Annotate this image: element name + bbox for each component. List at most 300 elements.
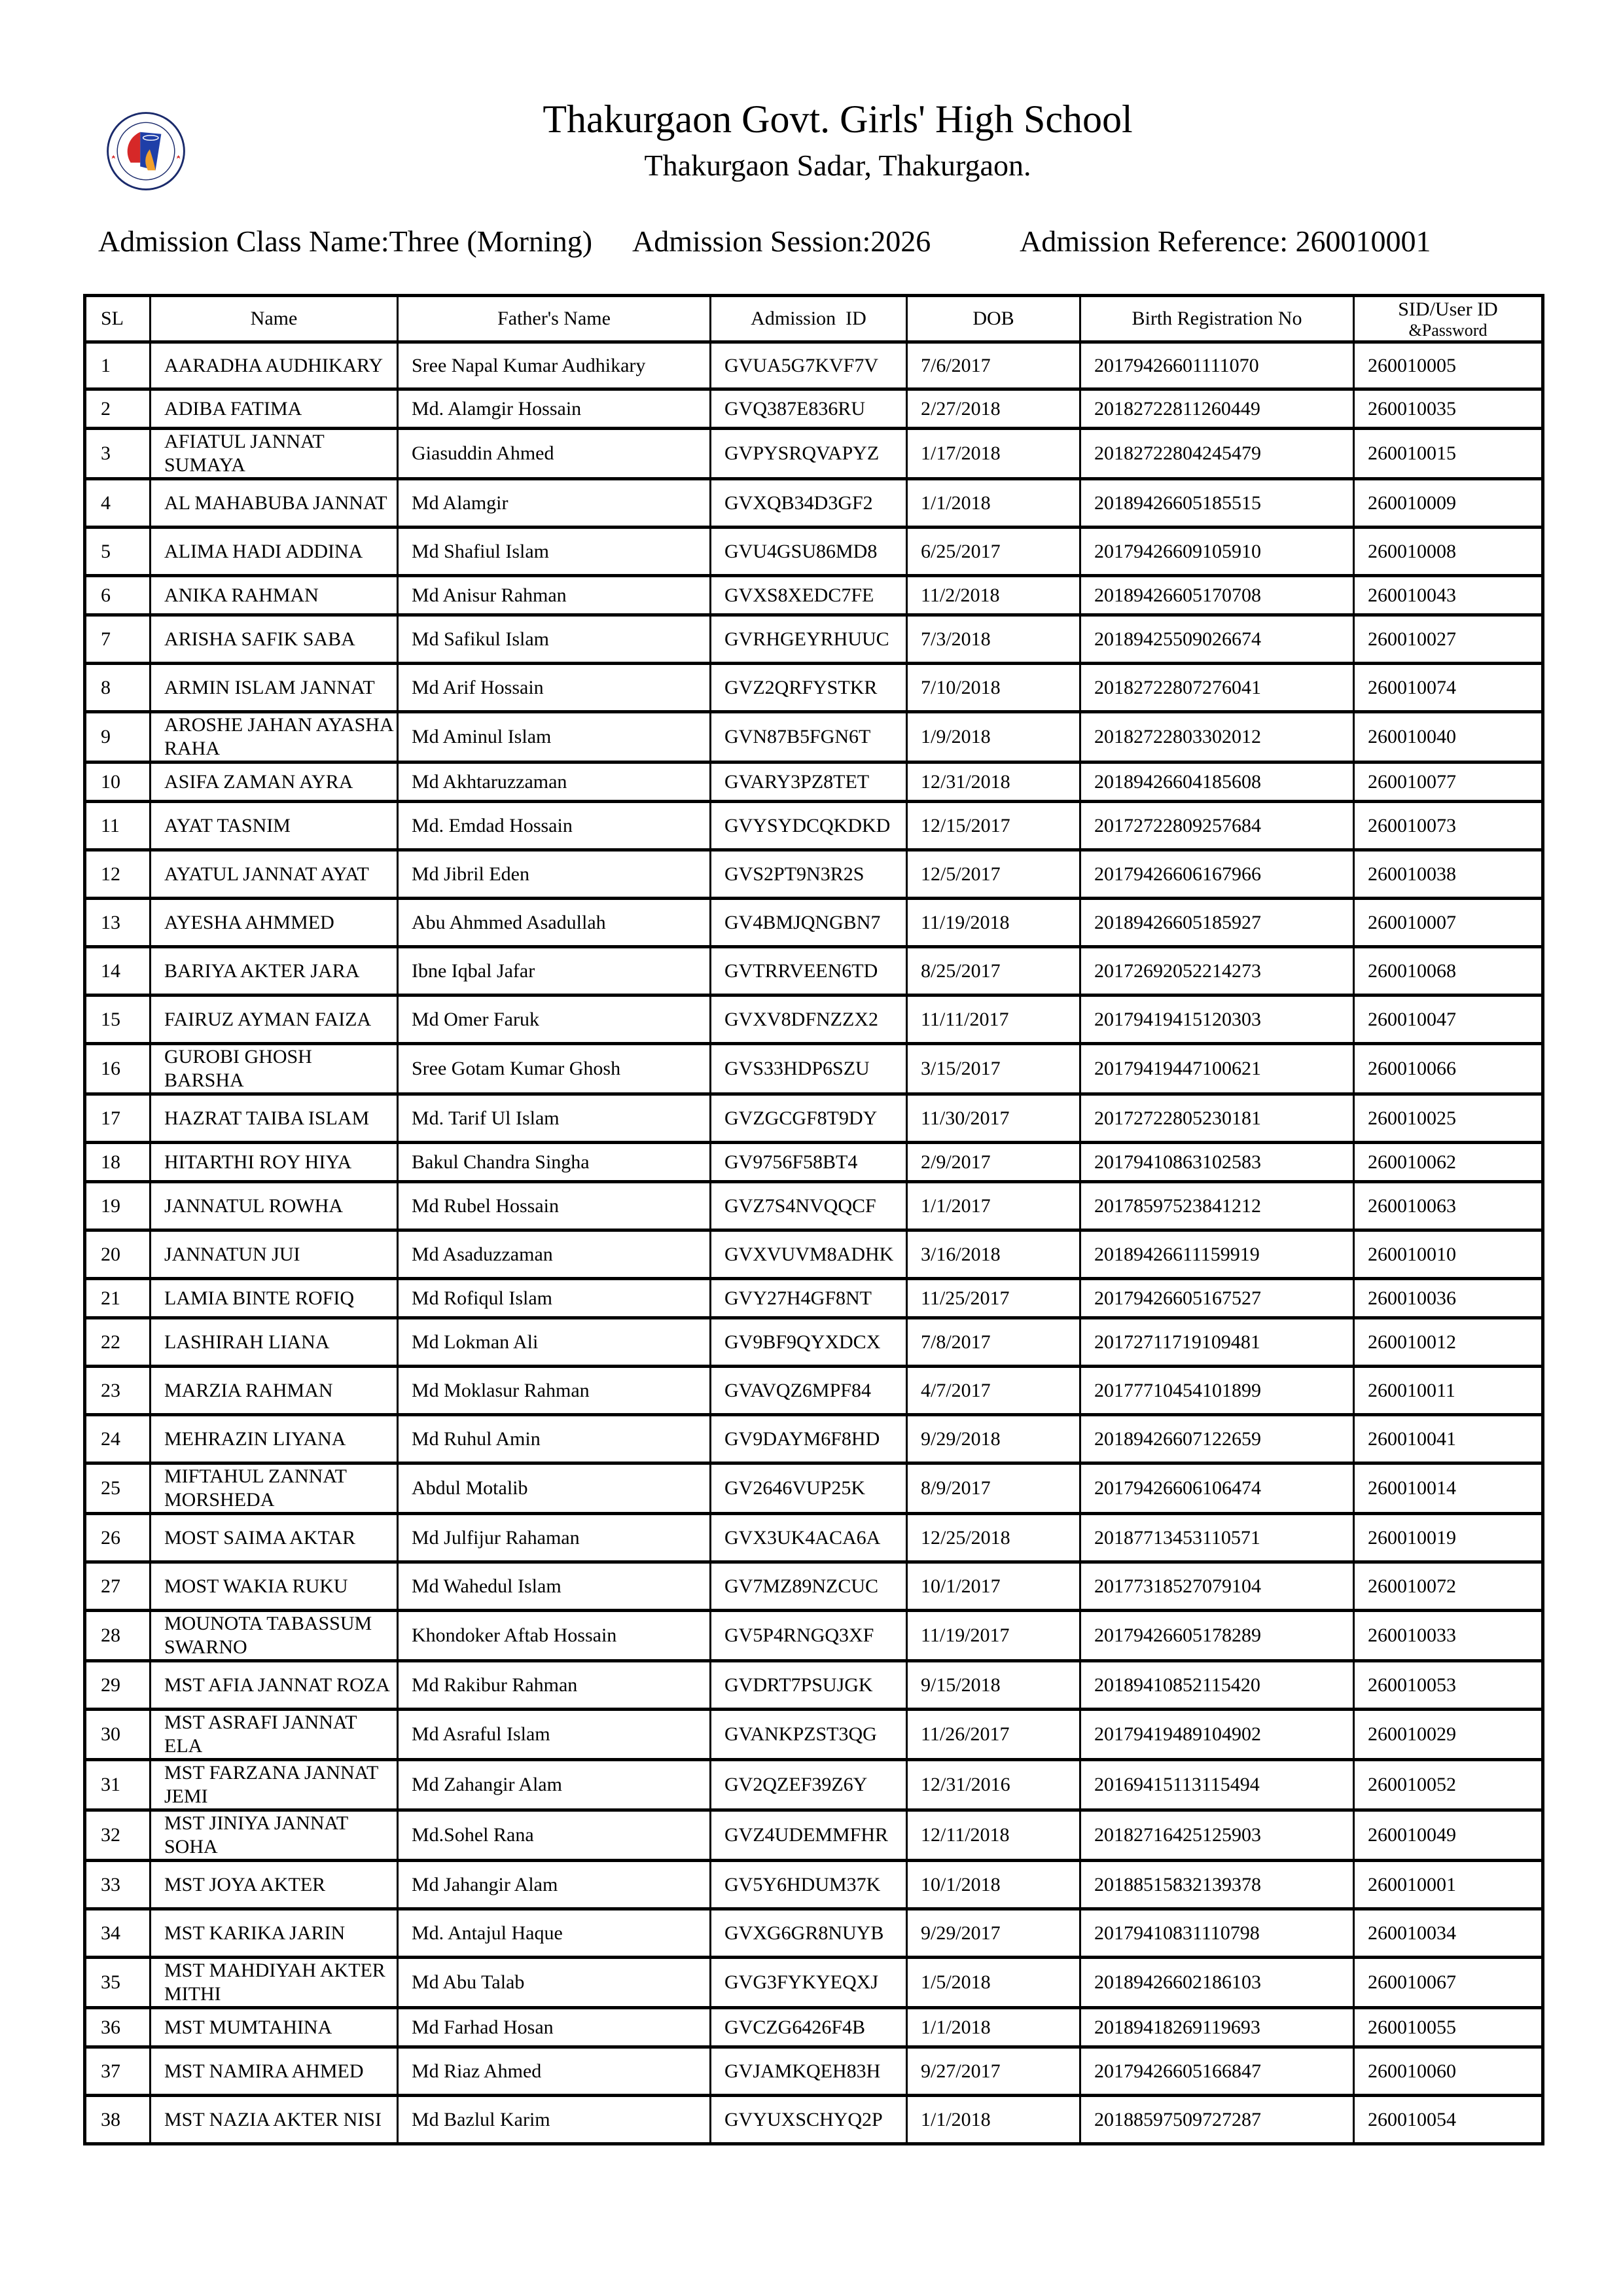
date-of-birth: 12/5/2017 — [907, 850, 1080, 899]
sid-user-id: 260010027 — [1354, 615, 1543, 664]
admission-id: GV4BMJQNGBN7 — [711, 899, 907, 947]
father-name: Md Zahangir Alam — [398, 1760, 711, 1810]
table-row — [85, 1318, 1543, 1367]
admission-id: GV9BF9QYXDCX — [711, 1318, 907, 1367]
admission-id: GVZGCGF8T9DY — [711, 1094, 907, 1143]
birth-registration-no: 20189418269119693 — [1080, 2008, 1354, 2047]
student-name: MST FARZANA JANNAT JEMI — [151, 1760, 398, 1810]
table-header-row — [85, 296, 1543, 342]
admission-id: GVXQB34D3GF2 — [711, 479, 907, 528]
birth-registration-no: 20179426609105910 — [1080, 528, 1354, 576]
admission-id: GVTRRVEEN6TD — [711, 947, 907, 996]
admission-id: GV5Y6HDUM37K — [711, 1861, 907, 1909]
birth-registration-no: 20178597523841212 — [1080, 1182, 1354, 1230]
date-of-birth: 1/5/2018 — [907, 1958, 1080, 2008]
row-sl: 9 — [85, 712, 151, 762]
birth-registration-no: 20179426606167966 — [1080, 850, 1354, 899]
sid-user-id: 260010001 — [1354, 1861, 1543, 1909]
column-header-admission-id: Admission ID — [711, 296, 907, 342]
sid-user-id: 260010025 — [1354, 1094, 1543, 1143]
birth-registration-no: 20189426607122659 — [1080, 1415, 1354, 1463]
student-name: MOST SAIMA AKTAR — [151, 1514, 398, 1562]
date-of-birth: 11/11/2017 — [907, 996, 1080, 1044]
student-name: AYAT TASNIM — [151, 802, 398, 850]
sid-user-id: 260010063 — [1354, 1182, 1543, 1230]
table-row — [85, 1367, 1543, 1415]
father-name: Md Jahangir Alam — [398, 1861, 711, 1909]
student-name: FAIRUZ AYMAN FAIZA — [151, 996, 398, 1044]
admission-roster-table — [83, 294, 1544, 2145]
admission-id: GVZ4UDEMMFHR — [711, 1810, 907, 1861]
father-name: Md Riaz Ahmed — [398, 2047, 711, 2096]
row-sl: 8 — [85, 664, 151, 712]
row-sl: 2 — [85, 389, 151, 429]
admission-reference: Admission Reference: 260010001 — [1020, 224, 1431, 258]
father-name: Md Jibril Eden — [398, 850, 711, 899]
birth-registration-no: 20179426605167527 — [1080, 1279, 1354, 1318]
date-of-birth: 10/1/2018 — [907, 1861, 1080, 1909]
father-name: Giasuddin Ahmed — [398, 429, 711, 479]
date-of-birth: 2/9/2017 — [907, 1143, 1080, 1182]
row-sl: 23 — [85, 1367, 151, 1415]
date-of-birth: 12/11/2018 — [907, 1810, 1080, 1861]
date-of-birth: 3/15/2017 — [907, 1044, 1080, 1094]
father-name: Md Rofiqul Islam — [398, 1279, 711, 1318]
student-name: AYATUL JANNAT AYAT — [151, 850, 398, 899]
table-row — [85, 1463, 1543, 1514]
admission-id: GVRHGEYRHUUC — [711, 615, 907, 664]
table-row — [85, 947, 1543, 996]
admission-id: GV9756F58BT4 — [711, 1143, 907, 1182]
student-name: HAZRAT TAIBA ISLAM — [151, 1094, 398, 1143]
student-name: MST JINIYA JANNAT SOHA — [151, 1810, 398, 1861]
date-of-birth: 6/25/2017 — [907, 528, 1080, 576]
father-name: Md Omer Faruk — [398, 996, 711, 1044]
row-sl: 12 — [85, 850, 151, 899]
column-header-name: Name — [151, 296, 398, 342]
birth-registration-no: 20179419489104902 — [1080, 1710, 1354, 1760]
birth-registration-no: 20179419415120303 — [1080, 996, 1354, 1044]
birth-registration-no: 20179410831110798 — [1080, 1909, 1354, 1958]
admission-class-name: Admission Class Name:Three (Morning) — [98, 224, 593, 258]
birth-registration-no: 20179410863102583 — [1080, 1143, 1354, 1182]
table-row — [85, 802, 1543, 850]
student-name: MST AFIA JANNAT ROZA — [151, 1661, 398, 1710]
birth-registration-no: 20189426602186103 — [1080, 1958, 1354, 2008]
father-name: Md Rubel Hossain — [398, 1182, 711, 1230]
date-of-birth: 10/1/2017 — [907, 1562, 1080, 1611]
father-name: Md Moklasur Rahman — [398, 1367, 711, 1415]
father-name: Md Asaduzzaman — [398, 1230, 711, 1279]
birth-registration-no: 20179426606106474 — [1080, 1463, 1354, 1514]
row-sl: 17 — [85, 1094, 151, 1143]
table-row — [85, 342, 1543, 389]
table-row — [85, 528, 1543, 576]
student-name: ANIKA RAHMAN — [151, 576, 398, 615]
table-row — [85, 576, 1543, 615]
row-sl: 26 — [85, 1514, 151, 1562]
birth-registration-no: 20169415113115494 — [1080, 1760, 1354, 1810]
father-name: Khondoker Aftab Hossain — [398, 1611, 711, 1661]
father-name: Md Alamgir — [398, 479, 711, 528]
admission-id: GVXV8DFNZZX2 — [711, 996, 907, 1044]
date-of-birth: 11/25/2017 — [907, 1279, 1080, 1318]
sid-user-id: 260010011 — [1354, 1367, 1543, 1415]
birth-registration-no: 20189425509026674 — [1080, 615, 1354, 664]
date-of-birth: 1/1/2018 — [907, 2096, 1080, 2144]
father-name: Md.Sohel Rana — [398, 1810, 711, 1861]
birth-registration-no: 20182722807276041 — [1080, 664, 1354, 712]
row-sl: 33 — [85, 1861, 151, 1909]
admission-id: GVARY3PZ8TET — [711, 762, 907, 802]
admission-id: GVYUXSCHYQ2P — [711, 2096, 907, 2144]
table-row — [85, 1279, 1543, 1318]
student-name: MST NAMIRA AHMED — [151, 2047, 398, 2096]
student-name: ADIBA FATIMA — [151, 389, 398, 429]
birth-registration-no: 20189426604185608 — [1080, 762, 1354, 802]
admission-id: GV2QZEF39Z6Y — [711, 1760, 907, 1810]
admission-id: GVANKPZST3QG — [711, 1710, 907, 1760]
student-name: AL MAHABUBA JANNAT — [151, 479, 398, 528]
sid-user-id: 260010007 — [1354, 899, 1543, 947]
birth-registration-no: 20179426601111070 — [1080, 342, 1354, 389]
sid-user-id: 260010054 — [1354, 2096, 1543, 2144]
father-name: Md. Emdad Hossain — [398, 802, 711, 850]
sid-user-id: 260010012 — [1354, 1318, 1543, 1367]
sid-user-id: 260010009 — [1354, 479, 1543, 528]
date-of-birth: 9/27/2017 — [907, 2047, 1080, 2096]
admission-id: GV9DAYM6F8HD — [711, 1415, 907, 1463]
father-name: Md. Antajul Haque — [398, 1909, 711, 1958]
father-name: Md. Alamgir Hossain — [398, 389, 711, 429]
birth-registration-no: 20189426605185927 — [1080, 899, 1354, 947]
sid-user-id: 260010047 — [1354, 996, 1543, 1044]
admission-id: GVN87B5FGN6T — [711, 712, 907, 762]
birth-registration-no: 20172722809257684 — [1080, 802, 1354, 850]
date-of-birth: 1/1/2017 — [907, 1182, 1080, 1230]
birth-registration-no: 20177710454101899 — [1080, 1367, 1354, 1415]
birth-registration-no: 20172722805230181 — [1080, 1094, 1354, 1143]
sid-user-id: 260010053 — [1354, 1661, 1543, 1710]
date-of-birth: 1/1/2018 — [907, 479, 1080, 528]
admission-id: GVS2PT9N3R2S — [711, 850, 907, 899]
date-of-birth: 11/30/2017 — [907, 1094, 1080, 1143]
row-sl: 15 — [85, 996, 151, 1044]
date-of-birth: 11/19/2018 — [907, 899, 1080, 947]
student-name: ARMIN ISLAM JANNAT — [151, 664, 398, 712]
column-header-dob: DOB — [907, 296, 1080, 342]
sid-user-id: 260010035 — [1354, 389, 1543, 429]
table-row — [85, 1514, 1543, 1562]
birth-registration-no: 20189426605185515 — [1080, 479, 1354, 528]
school-address: Thakurgaon Sadar, Thakurgaon. — [644, 149, 1031, 182]
father-name: Abu Ahmmed Asadullah — [398, 899, 711, 947]
table-row — [85, 712, 1543, 762]
table-row — [85, 1044, 1543, 1094]
date-of-birth: 11/26/2017 — [907, 1710, 1080, 1760]
birth-registration-no: 20172711719109481 — [1080, 1318, 1354, 1367]
table-row — [85, 429, 1543, 479]
table-row — [85, 1861, 1543, 1909]
row-sl: 21 — [85, 1279, 151, 1318]
sid-user-id: 260010041 — [1354, 1415, 1543, 1463]
sid-user-id: 260010008 — [1354, 528, 1543, 576]
admission-id: GV5P4RNGQ3XF — [711, 1611, 907, 1661]
row-sl: 7 — [85, 615, 151, 664]
father-name: Md Asraful Islam — [398, 1710, 711, 1760]
student-name: JANNATUL ROWHA — [151, 1182, 398, 1230]
sid-user-id: 260010052 — [1354, 1760, 1543, 1810]
row-sl: 13 — [85, 899, 151, 947]
column-header-father-name: Father's Name — [398, 296, 711, 342]
column-header-sid-line1: SID/User ID — [1398, 298, 1498, 320]
admission-id: GVXG6GR8NUYB — [711, 1909, 907, 1958]
date-of-birth: 4/7/2017 — [907, 1367, 1080, 1415]
table-row — [85, 1230, 1543, 1279]
column-header-sid-line2: &Password — [1408, 321, 1488, 340]
row-sl: 14 — [85, 947, 151, 996]
sid-user-id: 260010043 — [1354, 576, 1543, 615]
table-row — [85, 1611, 1543, 1661]
admission-id: GVCZG6426F4B — [711, 2008, 907, 2047]
sid-user-id: 260010067 — [1354, 1958, 1543, 2008]
table-row — [85, 615, 1543, 664]
row-sl: 6 — [85, 576, 151, 615]
birth-registration-no: 20189426611159919 — [1080, 1230, 1354, 1279]
date-of-birth: 11/19/2017 — [907, 1611, 1080, 1661]
admission-id: GVPYSRQVAPYZ — [711, 429, 907, 479]
student-name: MIFTAHUL ZANNAT MORSHEDA — [151, 1463, 398, 1514]
sid-user-id: 260010055 — [1354, 2008, 1543, 2047]
row-sl: 5 — [85, 528, 151, 576]
sid-user-id: 260010062 — [1354, 1143, 1543, 1182]
student-name: ASIFA ZAMAN AYRA — [151, 762, 398, 802]
father-name: Md Lokman Ali — [398, 1318, 711, 1367]
table-row — [85, 1182, 1543, 1230]
date-of-birth: 7/10/2018 — [907, 664, 1080, 712]
date-of-birth: 12/15/2017 — [907, 802, 1080, 850]
father-name: Md Wahedul Islam — [398, 1562, 711, 1611]
admission-id: GVXS8XEDC7FE — [711, 576, 907, 615]
student-name: AYESHA AHMMED — [151, 899, 398, 947]
father-name: Ibne Iqbal Jafar — [398, 947, 711, 996]
student-name: JANNATUN JUI — [151, 1230, 398, 1279]
father-name: Abdul Motalib — [398, 1463, 711, 1514]
row-sl: 32 — [85, 1810, 151, 1861]
school-name: Thakurgaon Govt. Girls' High School — [543, 98, 1133, 141]
father-name: Md Farhad Hosan — [398, 2008, 711, 2047]
row-sl: 24 — [85, 1415, 151, 1463]
row-sl: 1 — [85, 342, 151, 389]
sid-user-id: 260010068 — [1354, 947, 1543, 996]
admission-id: GV7MZ89NZCUC — [711, 1562, 907, 1611]
row-sl: 11 — [85, 802, 151, 850]
admission-session: Admission Session:2026 — [632, 224, 931, 258]
birth-registration-no: 20182722811260449 — [1080, 389, 1354, 429]
table-row — [85, 1760, 1543, 1810]
admission-id: GVUA5G7KVF7V — [711, 342, 907, 389]
row-sl: 22 — [85, 1318, 151, 1367]
column-header-birth-registration: Birth Registration No — [1080, 296, 1354, 342]
date-of-birth: 12/31/2018 — [907, 762, 1080, 802]
sid-user-id: 260010005 — [1354, 342, 1543, 389]
row-sl: 28 — [85, 1611, 151, 1661]
father-name: Md. Tarif Ul Islam — [398, 1094, 711, 1143]
father-name: Md Julfijur Rahaman — [398, 1514, 711, 1562]
birth-registration-no: 20179419447100621 — [1080, 1044, 1354, 1094]
date-of-birth: 1/1/2018 — [907, 2008, 1080, 2047]
column-header-sl: SL — [85, 296, 151, 342]
father-name: Sree Napal Kumar Audhikary — [398, 342, 711, 389]
date-of-birth: 1/17/2018 — [907, 429, 1080, 479]
row-sl: 29 — [85, 1661, 151, 1710]
sid-user-id: 260010014 — [1354, 1463, 1543, 1514]
table-row — [85, 2096, 1543, 2144]
admission-id: GVS33HDP6SZU — [711, 1044, 907, 1094]
father-name: Sree Gotam Kumar Ghosh — [398, 1044, 711, 1094]
sid-user-id: 260010040 — [1354, 712, 1543, 762]
table-row — [85, 1810, 1543, 1861]
birth-registration-no: 20188597509727287 — [1080, 2096, 1354, 2144]
birth-registration-no: 20188515832139378 — [1080, 1861, 1354, 1909]
table-row — [85, 1143, 1543, 1182]
admission-id: GVU4GSU86MD8 — [711, 528, 907, 576]
sid-user-id: 260010036 — [1354, 1279, 1543, 1318]
student-name: MST NAZIA AKTER NISI — [151, 2096, 398, 2144]
date-of-birth: 9/29/2017 — [907, 1909, 1080, 1958]
row-sl: 35 — [85, 1958, 151, 2008]
sid-user-id: 260010033 — [1354, 1611, 1543, 1661]
table-row — [85, 2008, 1543, 2047]
student-name: AARADHA AUDHIKARY — [151, 342, 398, 389]
table-row — [85, 762, 1543, 802]
table-row — [85, 479, 1543, 528]
table-row — [85, 389, 1543, 429]
row-sl: 20 — [85, 1230, 151, 1279]
student-name: MST ASRAFI JANNAT ELA — [151, 1710, 398, 1760]
student-name: MARZIA RAHMAN — [151, 1367, 398, 1415]
birth-registration-no: 20179426605178289 — [1080, 1611, 1354, 1661]
row-sl: 19 — [85, 1182, 151, 1230]
row-sl: 10 — [85, 762, 151, 802]
date-of-birth: 8/25/2017 — [907, 947, 1080, 996]
father-name: Bakul Chandra Singha — [398, 1143, 711, 1182]
sid-user-id: 260010077 — [1354, 762, 1543, 802]
father-name: Md Safikul Islam — [398, 615, 711, 664]
student-name: LAMIA BINTE ROFIQ — [151, 1279, 398, 1318]
sid-user-id: 260010072 — [1354, 1562, 1543, 1611]
father-name: Md Ruhul Amin — [398, 1415, 711, 1463]
date-of-birth: 11/2/2018 — [907, 576, 1080, 615]
birth-registration-no: 20187713453110571 — [1080, 1514, 1354, 1562]
father-name: Md Anisur Rahman — [398, 576, 711, 615]
row-sl: 31 — [85, 1760, 151, 1810]
birth-registration-no: 20189410852115420 — [1080, 1661, 1354, 1710]
admission-id: GVXVUVM8ADHK — [711, 1230, 907, 1279]
row-sl: 30 — [85, 1710, 151, 1760]
table-row — [85, 1710, 1543, 1760]
table-row — [85, 1094, 1543, 1143]
date-of-birth: 9/15/2018 — [907, 1661, 1080, 1710]
date-of-birth: 3/16/2018 — [907, 1230, 1080, 1279]
date-of-birth: 9/29/2018 — [907, 1415, 1080, 1463]
column-header-sid — [1354, 296, 1543, 342]
sid-user-id: 260010038 — [1354, 850, 1543, 899]
birth-registration-no: 20172692052214273 — [1080, 947, 1354, 996]
student-name: LASHIRAH LIANA — [151, 1318, 398, 1367]
admission-id: GVQ387E836RU — [711, 389, 907, 429]
student-name: BARIYA AKTER JARA — [151, 947, 398, 996]
student-name: ARISHA SAFIK SABA — [151, 615, 398, 664]
student-name: ALIMA HADI ADDINA — [151, 528, 398, 576]
admission-id: GVX3UK4ACA6A — [711, 1514, 907, 1562]
student-name: MST JOYA AKTER — [151, 1861, 398, 1909]
birth-registration-no: 20177318527079104 — [1080, 1562, 1354, 1611]
birth-registration-no: 20189426605170708 — [1080, 576, 1354, 615]
table-row — [85, 1958, 1543, 2008]
sid-user-id: 260010029 — [1354, 1710, 1543, 1760]
student-name: MST MUMTAHINA — [151, 2008, 398, 2047]
row-sl: 25 — [85, 1463, 151, 1514]
admission-id: GVG3FYKYEQXJ — [711, 1958, 907, 2008]
admission-id: GVYSYDCQKDKD — [711, 802, 907, 850]
date-of-birth: 12/31/2016 — [907, 1760, 1080, 1810]
father-name: Md Shafiul Islam — [398, 528, 711, 576]
sid-user-id: 260010049 — [1354, 1810, 1543, 1861]
admission-id: GVY27H4GF8NT — [711, 1279, 907, 1318]
father-name: Md Akhtaruzzaman — [398, 762, 711, 802]
sid-user-id: 260010010 — [1354, 1230, 1543, 1279]
admission-id: GVZ2QRFYSTKR — [711, 664, 907, 712]
student-name: MST MAHDIYAH AKTER MITHI — [151, 1958, 398, 2008]
sid-user-id: 260010060 — [1354, 2047, 1543, 2096]
table-row — [85, 1562, 1543, 1611]
row-sl: 4 — [85, 479, 151, 528]
date-of-birth: 7/8/2017 — [907, 1318, 1080, 1367]
admission-id: GVZ7S4NVQQCF — [711, 1182, 907, 1230]
sid-user-id: 260010015 — [1354, 429, 1543, 479]
table-row — [85, 1661, 1543, 1710]
father-name: Md Aminul Islam — [398, 712, 711, 762]
birth-registration-no: 20182722804245479 — [1080, 429, 1354, 479]
table-row — [85, 664, 1543, 712]
date-of-birth: 7/3/2018 — [907, 615, 1080, 664]
sid-user-id: 260010019 — [1354, 1514, 1543, 1562]
row-sl: 38 — [85, 2096, 151, 2144]
row-sl: 16 — [85, 1044, 151, 1094]
admission-id: GVDRT7PSUJGK — [711, 1661, 907, 1710]
table-row — [85, 899, 1543, 947]
admission-id: GVJAMKQEH83H — [711, 2047, 907, 2096]
student-name: MEHRAZIN LIYANA — [151, 1415, 398, 1463]
table-row — [85, 996, 1543, 1044]
father-name: Md Rakibur Rahman — [398, 1661, 711, 1710]
student-name: HITARTHI ROY HIYA — [151, 1143, 398, 1182]
student-name: MOST WAKIA RUKU — [151, 1562, 398, 1611]
date-of-birth: 1/9/2018 — [907, 712, 1080, 762]
table-row — [85, 850, 1543, 899]
father-name: Md Bazlul Karim — [398, 2096, 711, 2144]
table-row — [85, 1415, 1543, 1463]
row-sl: 37 — [85, 2047, 151, 2096]
table-row — [85, 2047, 1543, 2096]
student-name: MOUNOTA TABASSUM SWARNO — [151, 1611, 398, 1661]
sid-user-id: 260010074 — [1354, 664, 1543, 712]
row-sl: 3 — [85, 429, 151, 479]
student-name: GUROBI GHOSH BARSHA — [151, 1044, 398, 1094]
date-of-birth: 12/25/2018 — [907, 1514, 1080, 1562]
birth-registration-no: 20182722803302012 — [1080, 712, 1354, 762]
